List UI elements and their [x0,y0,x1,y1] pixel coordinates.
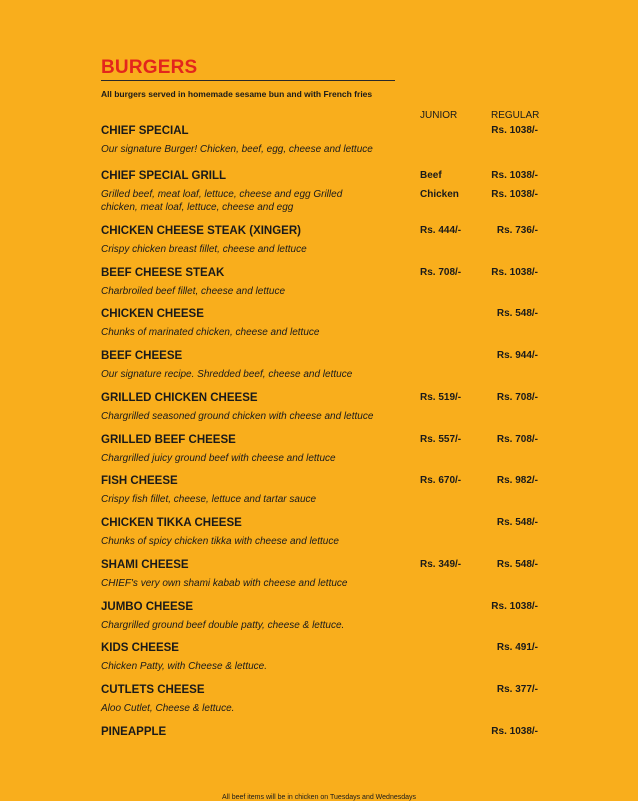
item-description: Grilled beef, meat loaf, lettuce, cheese and egg Grilled chicken, meat loaf, lettuce, cheese and egg [101,189,343,213]
item-name: BEEF CHEESE [101,350,183,362]
regular-price: Rs. 1038/- [491,267,538,278]
item-name: JUMBO CHEESE [101,601,194,613]
regular-price: Rs. 1038/- [491,601,538,612]
page-title: BURGERS [101,57,198,78]
regular-price: Rs. 944/- [496,350,538,361]
junior-price: Rs. 349/- [420,559,462,570]
item-description: Our signature Burger! Chicken, beef, egg, cheese and lettuce [101,144,373,155]
junior-price-alt: Chicken [420,189,459,200]
item-name: BEEF CHEESE STEAK [101,267,225,279]
regular-price: Rs. 548/- [496,559,538,570]
item-description: Chunks of marinated chicken, cheese and lettuce [101,327,320,338]
column-header-regular: REGULAR [491,110,540,121]
regular-price: Rs. 708/- [496,392,538,403]
junior-price: Rs. 519/- [420,392,462,403]
junior-price: Rs. 670/- [420,475,462,486]
title-underline [101,80,395,81]
item-description: Chargrilled seasoned ground chicken with cheese and lettuce [101,411,374,422]
item-description: CHIEF's very own shami kabab with cheese and lettuce [101,578,348,589]
menu-subtitle: All burgers served in homemade sesame bun and with French fries [101,89,373,99]
column-header-junior: JUNIOR [420,110,458,121]
junior-price: Rs. 557/- [420,434,462,445]
item-description: Chargrilled juicy ground beef with cheese and lettuce [101,453,336,464]
item-name: GRILLED BEEF CHEESE [101,434,236,446]
regular-price: Rs. 736/- [496,225,538,236]
item-name: PINEAPPLE [101,726,167,738]
regular-price: Rs. 548/- [496,517,538,528]
item-description: Chargrilled ground beef double patty, cheese & lettuce. [101,620,345,631]
item-description: Aloo Cutlet, Cheese & lettuce. [101,703,235,714]
regular-price: Rs. 1038/- [491,170,538,181]
regular-price: Rs. 377/- [496,684,538,695]
regular-price-alt: Rs. 1038/- [491,189,538,200]
item-description: Our signature recipe. Shredded beef, cheese and lettuce [101,369,353,380]
item-name: CHICKEN CHEESE [101,308,204,320]
regular-price: Rs. 1038/- [491,125,538,136]
item-name: GRILLED CHICKEN CHEESE [101,392,258,404]
junior-price: Rs. 444/- [420,225,462,236]
item-description: Charbroiled beef fillet, cheese and lettuce [101,286,286,297]
footer-note: All beef items will be in chicken on Tuesdays and Wednesdays [221,794,417,801]
item-description: Crispy fish fillet, cheese, lettuce and tartar sauce [101,494,317,505]
item-name: CHICKEN TIKKA CHEESE [101,517,242,529]
item-name: CHICKEN CHEESE STEAK (XINGER) [101,225,301,237]
item-name: CUTLETS CHEESE [101,684,205,696]
item-description: Crispy chicken breast fillet, cheese and lettuce [101,244,307,255]
regular-price: Rs. 548/- [496,308,538,319]
regular-price: Rs. 491/- [496,642,538,653]
item-description: Chicken Patty, with Cheese & lettuce. [101,661,268,672]
junior-price: Beef [420,170,442,181]
regular-price: Rs. 708/- [496,434,538,445]
item-name: CHIEF SPECIAL [101,125,189,137]
item-description: Chunks of spicy chicken tikka with cheese and lettuce [101,536,339,547]
regular-price: Rs. 982/- [496,475,538,486]
item-name: CHIEF SPECIAL GRILL [101,170,227,182]
item-name: KIDS CHEESE [101,642,179,654]
junior-price: Rs. 708/- [420,267,462,278]
item-name: FISH CHEESE [101,475,178,487]
item-name: SHAMI CHEESE [101,559,189,571]
regular-price: Rs. 1038/- [491,726,538,737]
